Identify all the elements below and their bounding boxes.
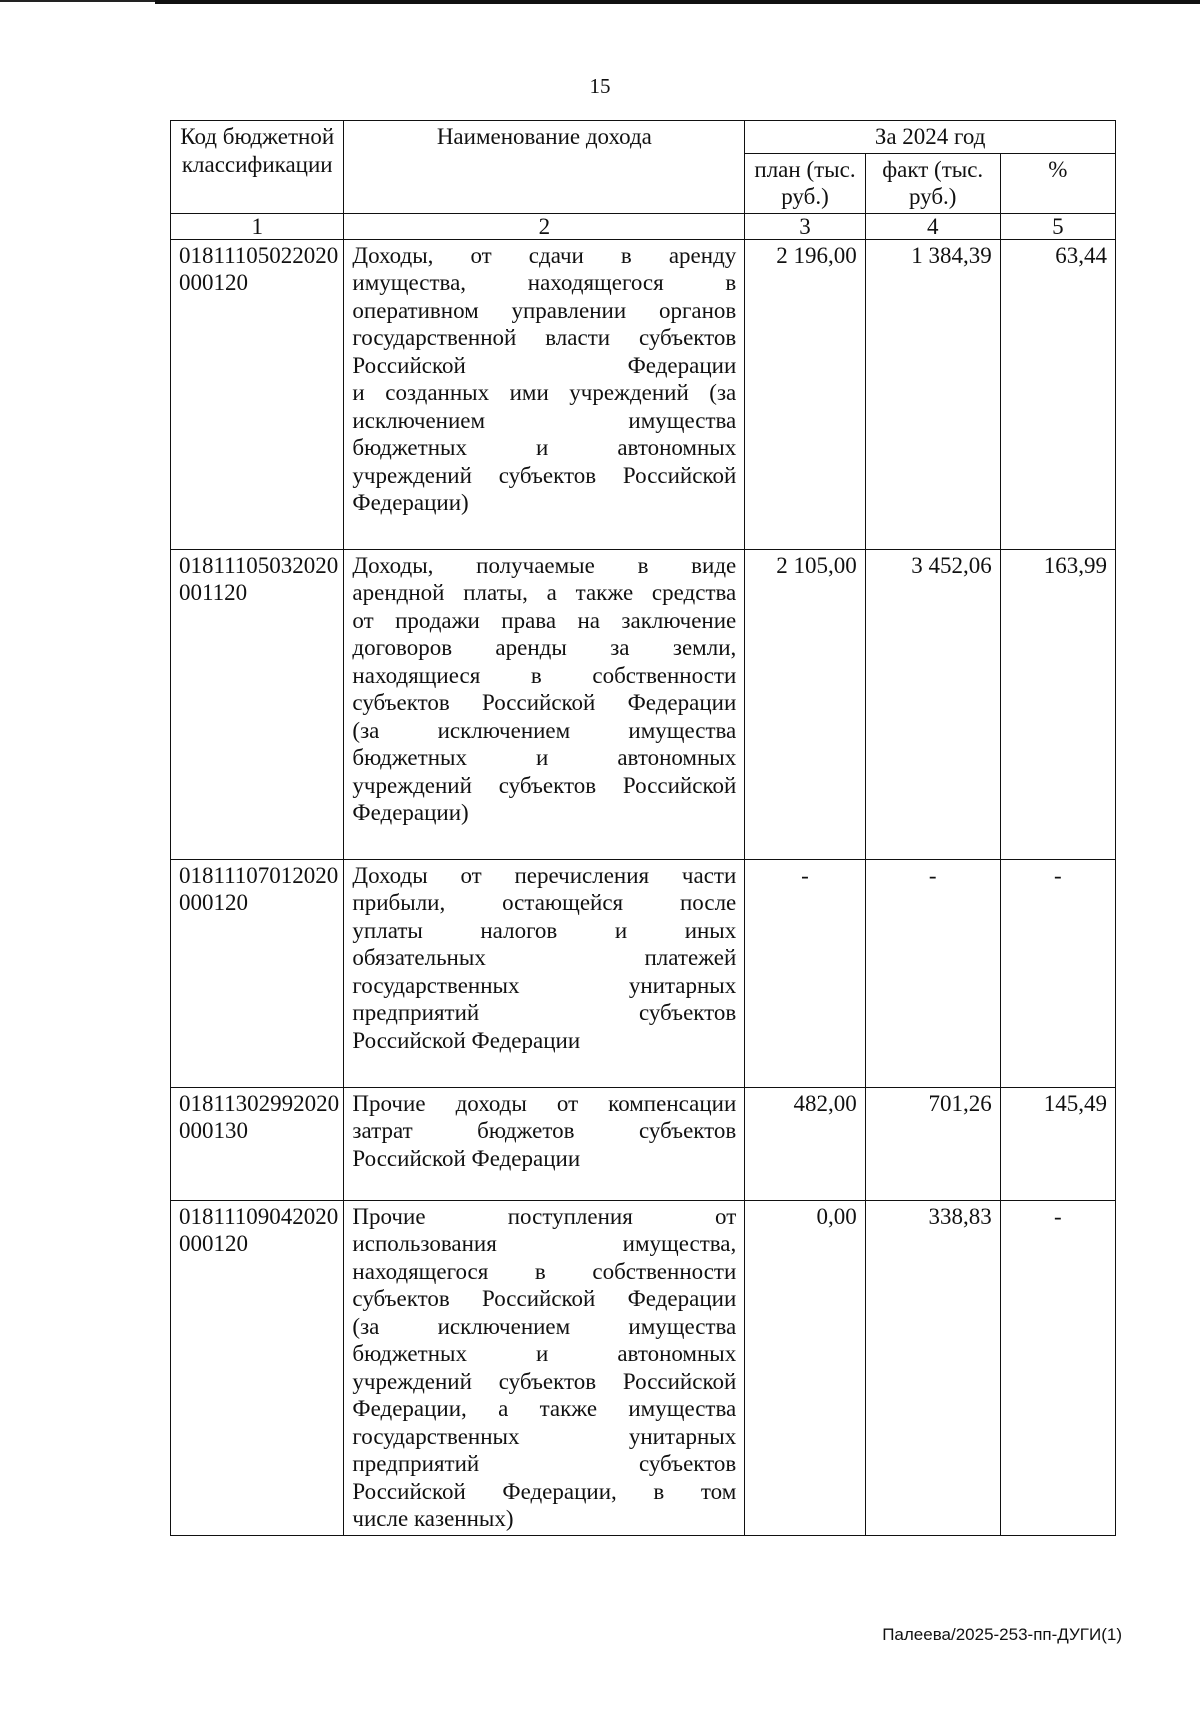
income-name-line: Российской Федерации bbox=[352, 1027, 581, 1053]
fact-value: 3 452,06 bbox=[865, 549, 1000, 859]
income-name-line: находящегося в собственности bbox=[352, 1258, 737, 1284]
budget-code bbox=[171, 239, 344, 549]
income-name-line: Федерации) bbox=[352, 490, 469, 515]
column-number: 1 bbox=[171, 213, 344, 239]
income-name-line: (за исключением имущества bbox=[352, 1313, 737, 1339]
income-name bbox=[344, 1087, 745, 1200]
income-name-line: предприятий субъектов bbox=[352, 1451, 737, 1476]
income-name-line: исключением имущества bbox=[352, 407, 737, 433]
column-number: 2 bbox=[344, 213, 745, 239]
income-name bbox=[344, 549, 745, 859]
table-row bbox=[171, 859, 1116, 1087]
percent-value: - bbox=[1000, 1200, 1115, 1535]
budget-code bbox=[171, 549, 344, 859]
income-name-line: бюджетных и автономных bbox=[352, 745, 737, 770]
budget-code-line: 01811107012020 bbox=[179, 862, 339, 888]
header-plan: план (тыс. руб.) bbox=[745, 153, 865, 213]
income-name-line: субъектов Российской Федерации bbox=[352, 1286, 737, 1311]
percent-value: 163,99 bbox=[1000, 549, 1115, 859]
table-row bbox=[171, 1200, 1116, 1535]
document-reference: Палеева/2025-253-пп-ДУГИ(1) bbox=[882, 1625, 1122, 1644]
income-name-line: Доходы от перечисления части bbox=[352, 862, 737, 888]
column-number: 3 bbox=[745, 213, 865, 239]
header-name: Наименование дохода bbox=[344, 121, 745, 214]
budget-code-line: 01811105022020 bbox=[179, 242, 339, 268]
income-name-line: бюджетных и автономных bbox=[352, 435, 737, 460]
income-name-line: Прочие доходы от компенсации bbox=[352, 1090, 737, 1116]
income-name-line: договоров аренды за земли, bbox=[352, 635, 737, 660]
income-name-line: обязательных платежей bbox=[352, 945, 737, 970]
income-name-line: субъектов Российской Федерации bbox=[352, 690, 737, 715]
income-name-line: арендной платы, а также средства bbox=[352, 580, 737, 605]
plan-value: 2 105,00 bbox=[745, 549, 865, 859]
budget-code-line: 01811105032020 bbox=[179, 552, 339, 578]
income-name-line: Доходы, получаемые в виде bbox=[352, 552, 737, 578]
income-name-line: затрат бюджетов субъектов bbox=[352, 1118, 737, 1143]
income-name-line: числе казенных) bbox=[352, 1506, 514, 1531]
fact-value: 1 384,39 bbox=[865, 239, 1000, 549]
budget-code-line: 000120 bbox=[179, 890, 248, 915]
budget-code-line: 01811109042020 bbox=[179, 1203, 339, 1229]
income-name-line: находящиеся в собственности bbox=[352, 662, 737, 688]
budget-code bbox=[171, 1200, 344, 1535]
income-name-line: государственных унитарных bbox=[352, 1423, 737, 1449]
income-name-line: Федерации) bbox=[352, 800, 469, 825]
income-name-line: Федерации, а также имущества bbox=[352, 1396, 737, 1421]
income-name-line: учреждений субъектов Российской bbox=[352, 462, 737, 488]
income-name bbox=[344, 859, 745, 1087]
budget-code-line: 000130 bbox=[179, 1118, 248, 1143]
budget-code-line: 000120 bbox=[179, 1231, 248, 1256]
income-name-line: Российской Федерации bbox=[352, 1145, 581, 1171]
fact-value: - bbox=[865, 859, 1000, 1087]
plan-value: 2 196,00 bbox=[745, 239, 865, 549]
column-number: 5 bbox=[1000, 213, 1115, 239]
fact-value: 338,83 bbox=[865, 1200, 1000, 1535]
income-name-line: Доходы, от сдачи в аренду bbox=[352, 242, 737, 268]
header-code: Код бюджетной классификации bbox=[171, 121, 344, 214]
fact-value: 701,26 bbox=[865, 1087, 1000, 1200]
header-period: За 2024 год bbox=[745, 121, 1116, 154]
income-name-line: от продажи права на заключение bbox=[352, 607, 737, 633]
income-name-line: Российской Федерации, в том bbox=[352, 1478, 737, 1504]
income-name-line: оперативном управлении органов bbox=[352, 297, 737, 323]
column-number-row bbox=[171, 213, 1116, 239]
budget-code bbox=[171, 1087, 344, 1200]
income-name bbox=[344, 239, 745, 549]
plan-value: 0,00 bbox=[745, 1200, 865, 1535]
plan-value: 482,00 bbox=[745, 1087, 865, 1200]
header-pct: % bbox=[1000, 153, 1115, 213]
income-name-line: и созданных ими учреждений (за bbox=[352, 380, 737, 405]
page-number: 15 bbox=[589, 74, 611, 98]
table-row bbox=[171, 549, 1116, 859]
income-name-line: (за исключением имущества bbox=[352, 717, 737, 743]
header-fact: факт (тыс. руб.) bbox=[865, 153, 1000, 213]
budget-code-line: 001120 bbox=[179, 580, 248, 605]
budget-code-line: 01811302992020 bbox=[179, 1090, 340, 1116]
income-name-line: прибыли, остающейся после bbox=[352, 890, 737, 915]
income-name-line: имущества, находящегося в bbox=[352, 270, 737, 295]
income-name-line: использования имущества, bbox=[352, 1231, 737, 1256]
income-name-line: учреждений субъектов Российской bbox=[352, 772, 737, 798]
income-name-line: уплаты налогов и иных bbox=[352, 917, 737, 943]
top-scan-line bbox=[155, 0, 1200, 4]
income-name-line: учреждений субъектов Российской bbox=[352, 1368, 737, 1394]
table-row bbox=[171, 1087, 1116, 1200]
income-name-line: Российской Федерации bbox=[352, 352, 737, 378]
income-name-line: государственных унитарных bbox=[352, 972, 737, 998]
table-row bbox=[171, 239, 1116, 549]
income-name-line: бюджетных и автономных bbox=[352, 1341, 737, 1366]
percent-value: 145,49 bbox=[1000, 1087, 1115, 1200]
income-name bbox=[344, 1200, 745, 1535]
plan-value: - bbox=[745, 859, 865, 1087]
income-name-line: государственной власти субъектов bbox=[352, 325, 737, 350]
budget-code-line: 000120 bbox=[179, 270, 248, 295]
header-row-1 bbox=[171, 121, 1116, 154]
percent-value: 63,44 bbox=[1000, 239, 1115, 549]
percent-value: - bbox=[1000, 859, 1115, 1087]
column-number: 4 bbox=[865, 213, 1000, 239]
income-table bbox=[170, 120, 1116, 1536]
budget-code bbox=[171, 859, 344, 1087]
income-name-line: Прочие поступления от bbox=[352, 1203, 737, 1229]
income-name-line: предприятий субъектов bbox=[352, 1000, 737, 1025]
